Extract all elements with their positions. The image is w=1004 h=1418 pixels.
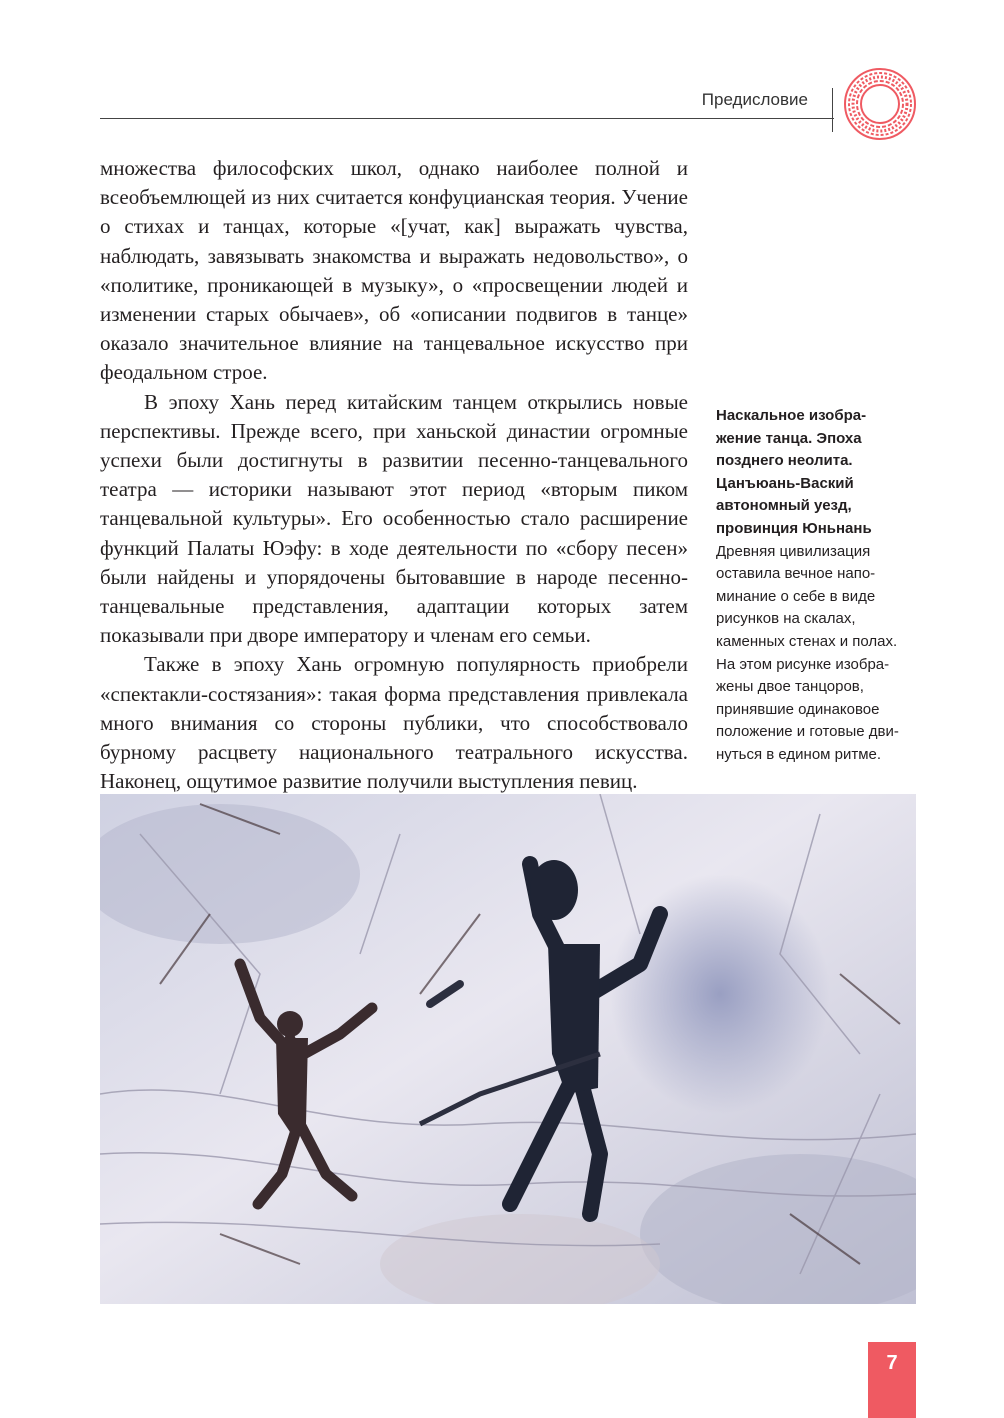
caption-title-line: позднего неолита. bbox=[716, 452, 853, 470]
caption-body-line: оставила вечное напо- bbox=[716, 565, 876, 583]
caption-body-line: На этом рисунке изобра- bbox=[716, 655, 890, 673]
main-text bbox=[100, 154, 688, 796]
paragraph-3: Также в эпоху Хань огромную популярность приобрели «спектакли-состязания»: такая форма представления привлекала много внимания со стороны публики, что способствовало бурному расцвету национального театрального искусства. Наконец, ощутимое развитие получили выступления певиц. bbox=[100, 652, 688, 794]
paragraph-1: множества философских школ, однако наиболее полной и всеобъемлющей из них считается конфуцианская теория. Учение о стихах и танцах, которые «[учат, как] выражать чувства, наблюдать, завязывать знакомства и выражать недовольство», о «политике, проникающей в музыку», о «просвещении людей и изменении старых обычаев», об «описании подвигов в танце» оказало значительное влияние на танцевальное искусство при феодальном строе. bbox=[100, 156, 688, 385]
paragraph-2: В эпоху Хань перед китайским танцем открылись новые перспективы. Прежде всего, при ханьской династии огромные успехи были достигнуты в развитии песенно-танцевального театра — историки называют этот период «вторым пиком танцевальной культуры». Его особенностью стало расширение функций Палаты Юэфу: в ходе деятельности по «сбору песен» были найдены и упорядочены бытовавшие в народе песенно-танцевальные представления, адаптации которых затем показывали при дворе императору и членам его семьи. bbox=[100, 389, 688, 648]
caption-title-line: провинция Юньнань bbox=[716, 519, 872, 537]
page-number-tab bbox=[868, 1342, 916, 1418]
caption-title-line: автономный уезд, bbox=[716, 497, 852, 515]
header-rule bbox=[100, 118, 834, 119]
caption-body-line: положение и готовые дви- bbox=[716, 723, 899, 741]
caption-title-line: Цанъюань-Ваский bbox=[716, 474, 854, 492]
header-tick bbox=[832, 88, 833, 132]
caption-body-line: минание о себе в виде bbox=[716, 587, 876, 605]
running-header-title: Предисловие bbox=[701, 90, 808, 109]
page-number: 7 bbox=[886, 1352, 898, 1374]
rock-painting-photo bbox=[100, 794, 916, 1304]
caption-body bbox=[716, 541, 924, 767]
caption-title-line: Наскальное изобра- bbox=[716, 407, 867, 424]
figure-caption bbox=[716, 405, 924, 767]
caption-body-line: рисунков на скалах, bbox=[716, 610, 856, 628]
caption-body-line: каменных стенах и полах. bbox=[716, 632, 898, 650]
caption-body-line: принявшие одинаковое bbox=[716, 700, 880, 718]
caption-body-line: жены двое танцоров, bbox=[716, 678, 864, 696]
caption-title bbox=[716, 405, 924, 541]
caption-title-line: жение танца. Эпоха bbox=[716, 429, 862, 447]
caption-body-line: Древняя цивилизация bbox=[716, 542, 871, 560]
circular-ornament-icon bbox=[842, 66, 918, 142]
caption-body-line: нуться в едином ритме. bbox=[716, 745, 882, 763]
